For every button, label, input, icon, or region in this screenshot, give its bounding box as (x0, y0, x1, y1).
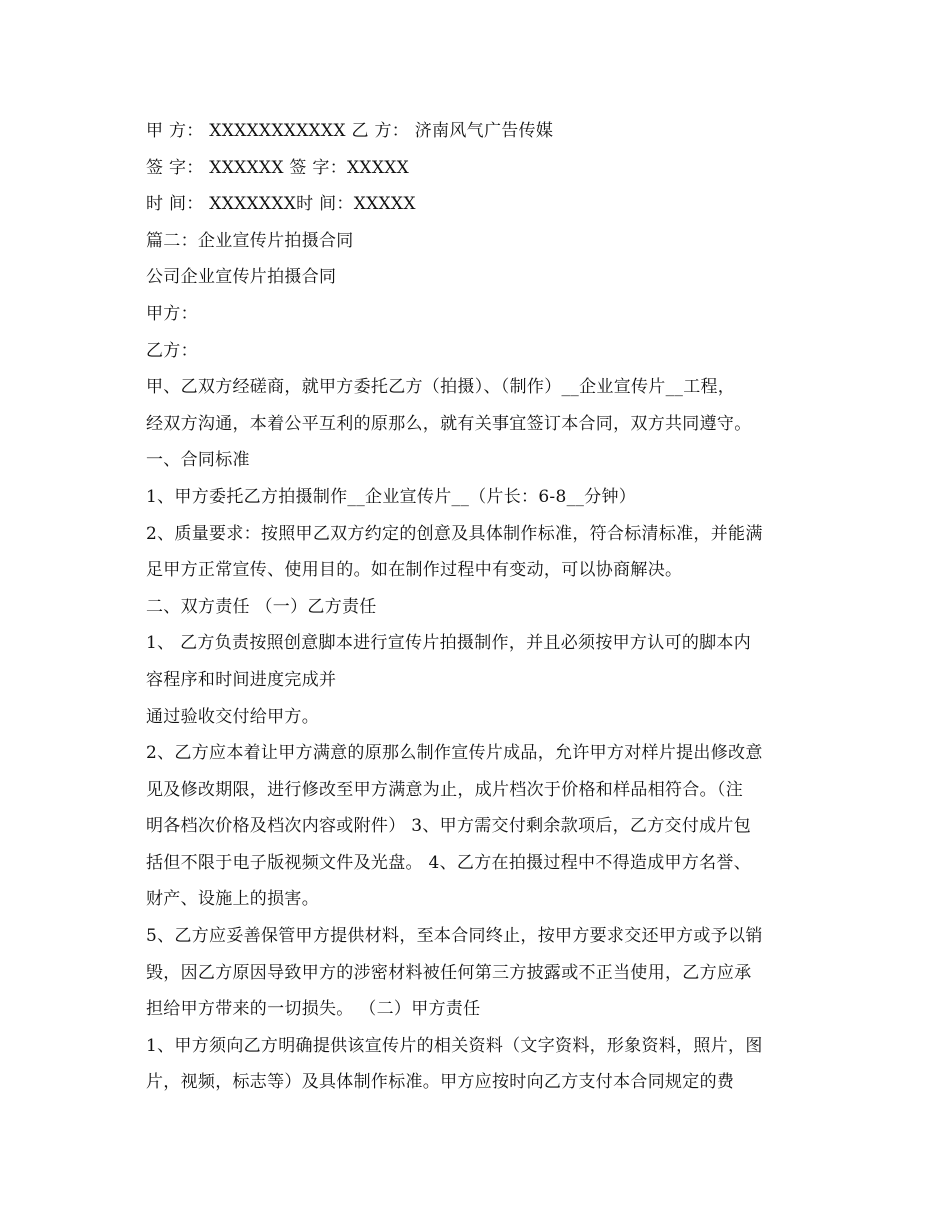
paragraph-line: 片，视频，标志等）及具体制作标准。甲方应按时向乙方支付本合同规定的费 (146, 1072, 735, 1093)
paragraph-line: 足甲方正常宣传、使用目的。如在制作过程中有变动，可以协商解决。 (146, 560, 683, 581)
clause-item: 1、甲方须向乙方明确提供该宣传片的相关资料（文字资料，形象资料，照片，图 (146, 1035, 763, 1056)
paragraph-line: 见及修改期限，进行修改至甲方满意为止，成片档次于价格和样品相符合。（注 (146, 779, 743, 800)
paragraph-line: 通过验收交付给甲方。 (146, 706, 319, 727)
section-heading: 篇二：企业宣传片拍摄合同 (146, 230, 354, 251)
clause-heading: 二、双方责任 （一）乙方责任 (146, 596, 377, 617)
clause-item: 1、 乙方负责按照创意脚本进行宣传片拍摄制作，并且必须按甲方认可的脚本内 (146, 633, 752, 654)
signature-line: 签 字： XXXXXX 签 字：XXXXX (146, 157, 410, 178)
party-line: 甲 方： XXXXXXXXXXX 乙 方： 济南风气广告传媒 (146, 121, 554, 141)
date-line: 时 间： XXXXXXX时 间：XXXXX (146, 194, 416, 215)
clause-heading: 一、合同标准 (146, 450, 250, 471)
party-b-label: 乙方： (146, 340, 198, 361)
paragraph-line: 财产、设施上的损害。 (146, 889, 319, 910)
clause-item: 2、质量要求：按照甲乙双方约定的创意及具体制作标准，符合标清标准，并能满 (146, 523, 763, 544)
clause-item: 5、乙方应妥善保管甲方提供材料，至本合同终止，按甲方要求交还甲方或予以销 (146, 926, 763, 947)
contract-title: 公司企业宣传片拍摄合同 (146, 267, 337, 288)
paragraph-line: 容程序和时间进度完成并 (146, 669, 337, 690)
paragraph-line: 担给甲方带来的一切损失。 （二）甲方责任 (146, 999, 481, 1020)
paragraph-line: 括但不限于电子版视频文件及光盘。 4、乙方在拍摄过程中不得造成甲方名誉、 (146, 852, 752, 873)
party-a-label: 甲方： (146, 303, 198, 324)
paragraph-line: 毁，因乙方原因导致甲方的涉密材料被任何第三方披露或不正当使用，乙方应承 (146, 962, 752, 983)
paragraph-line: 经双方沟通，本着公平互利的原那么，就有关事宜签订本合同，双方共同遵守。 (146, 413, 752, 434)
clause-item: 1、甲方委托乙方拍摄制作__企业宣传片__（片长：6-8__分钟） (146, 486, 637, 507)
clause-item: 2、乙方应本着让甲方满意的原那么制作宣传片成品，允许甲方对样片提出修改意 (146, 743, 763, 764)
document-body (146, 118, 816, 1106)
paragraph-line: 明各档次价格及档次内容或附件） 3、甲方需交付剩余款项后，乙方交付成片包 (146, 816, 752, 837)
paragraph-line: 甲、乙双方经磋商，就甲方委托乙方（拍摄）、（制作）__企业宣传片__工程， (146, 377, 736, 398)
